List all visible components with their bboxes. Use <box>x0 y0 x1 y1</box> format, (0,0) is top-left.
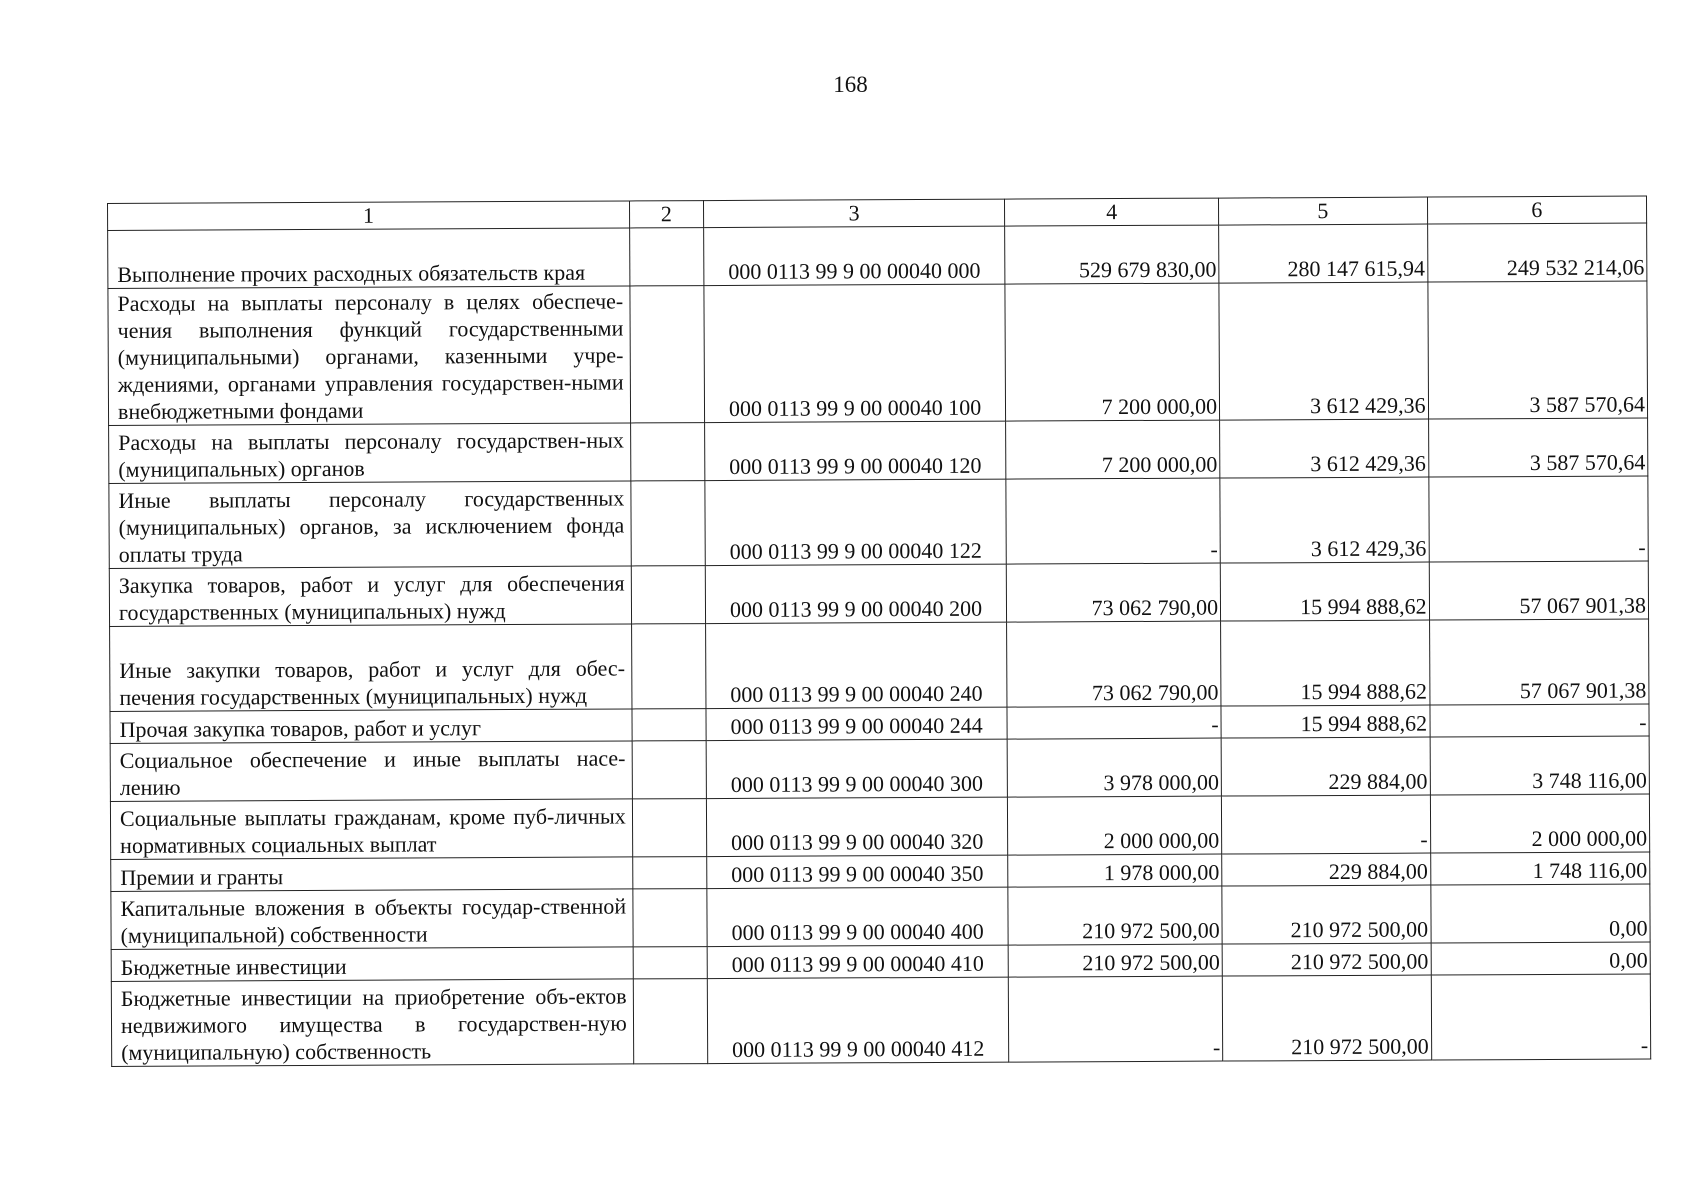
row-code-cell: 000 0113 99 9 00 00040 412 <box>707 977 1009 1063</box>
row-name-cell: Прочая закупка товаров, работ и услуг <box>110 709 632 744</box>
row-value-col5: 229 884,00 <box>1222 853 1431 886</box>
row-code-cell: 000 0113 99 9 00 00040 410 <box>707 945 1008 978</box>
table-row <box>110 736 1649 802</box>
report-table-wrapper <box>107 195 1651 1067</box>
row-code-cell: 000 0113 99 9 00 00040 200 <box>705 564 1007 623</box>
row-value-col6: 3 748 116,00 <box>1430 736 1650 795</box>
row-col2-cell <box>629 228 704 286</box>
row-name-cell: Премии и гранты <box>111 857 633 892</box>
row-code-cell: 000 0113 99 9 00 00040 400 <box>707 887 1009 946</box>
row-value-col6: - <box>1430 704 1650 737</box>
table-row <box>109 476 1648 569</box>
row-value-col4: 1 978 000,00 <box>1008 854 1222 887</box>
row-value-col4: 73 062 790,00 <box>1007 621 1221 707</box>
row-value-col6: 3 587 570,64 <box>1428 418 1648 477</box>
row-value-col4: 3 978 000,00 <box>1007 738 1221 797</box>
row-value-col6: 0,00 <box>1431 942 1651 975</box>
table-row <box>111 884 1650 950</box>
column-header: 5 <box>1219 197 1428 225</box>
row-value-col4: 7 200 000,00 <box>1006 420 1220 479</box>
row-col2-cell <box>633 889 708 947</box>
row-value-col4: 529 679 830,00 <box>1005 225 1219 284</box>
row-col2-cell <box>632 709 706 741</box>
row-value-col5: 3 612 429,36 <box>1220 419 1429 478</box>
table-row <box>108 223 1647 289</box>
row-value-col5: 15 994 888,62 <box>1221 705 1430 738</box>
row-col2-cell <box>633 947 707 979</box>
table-row <box>110 619 1649 712</box>
row-value-col5: 15 994 888,62 <box>1220 562 1429 621</box>
row-value-col6: 57 067 901,38 <box>1429 619 1649 705</box>
row-value-col6: 249 532 214,06 <box>1427 223 1647 282</box>
row-value-col6: - <box>1428 476 1648 562</box>
row-col2-cell <box>631 566 706 624</box>
row-value-col6: 0,00 <box>1430 884 1650 943</box>
row-value-col5: 210 972 500,00 <box>1222 885 1431 944</box>
row-name-cell: Бюджетные инвестиции на приобретение объ-ектов недвижимого имущества в государствен-ную (муниципальную) собственность <box>111 979 633 1067</box>
row-value-col4: - <box>1006 478 1220 564</box>
row-value-col4: - <box>1008 976 1222 1062</box>
row-value-col5: 229 884,00 <box>1221 737 1430 796</box>
row-name-cell: Бюджетные инвестиции <box>111 947 633 982</box>
table-row <box>108 281 1648 426</box>
row-col2-cell <box>632 799 707 857</box>
table-row <box>110 794 1649 860</box>
row-value-col5: 210 972 500,00 <box>1222 943 1431 976</box>
table-row <box>111 974 1650 1067</box>
row-code-cell: 000 0113 99 9 00 00040 000 <box>704 226 1006 285</box>
row-value-col6: 1 748 116,00 <box>1430 852 1650 885</box>
row-value-col5: 210 972 500,00 <box>1222 975 1431 1061</box>
row-code-cell: 000 0113 99 9 00 00040 320 <box>706 797 1008 856</box>
row-value-col6: 3 587 570,64 <box>1427 281 1647 419</box>
row-col2-cell <box>631 481 706 566</box>
row-name-cell: Иные закупки товаров, работ и услуг для обес-печения государственных (муниципальных) нужд <box>110 624 632 712</box>
budget-table <box>107 195 1651 1067</box>
row-value-col6: 57 067 901,38 <box>1429 561 1649 620</box>
row-code-cell: 000 0113 99 9 00 00040 120 <box>705 421 1007 480</box>
row-code-cell: 000 0113 99 9 00 00040 100 <box>704 284 1006 422</box>
row-col2-cell <box>630 286 705 423</box>
row-code-cell: 000 0113 99 9 00 00040 300 <box>706 739 1008 798</box>
row-code-cell: 000 0113 99 9 00 00040 122 <box>705 479 1007 565</box>
column-header: 4 <box>1005 198 1219 226</box>
row-name-cell: Расходы на выплаты персоналу государствен-ных (муниципальных) органов <box>109 423 631 484</box>
row-value-col5: 15 994 888,62 <box>1221 620 1430 706</box>
row-value-col5: 3 612 429,36 <box>1220 477 1429 563</box>
row-code-cell: 000 0113 99 9 00 00040 240 <box>706 622 1008 708</box>
row-col2-cell <box>633 979 708 1064</box>
row-value-col4: 7 200 000,00 <box>1005 283 1220 421</box>
page-number: 168 <box>833 72 868 97</box>
row-name-cell: Закупка товаров, работ и услуг для обеспечения государственных (муниципальных) нужд <box>109 566 631 627</box>
column-header: 3 <box>703 199 1004 227</box>
row-name-cell: Социальные выплаты гражданам, кроме пуб-личных нормативных социальных выплат <box>110 799 632 860</box>
column-header: 6 <box>1427 196 1647 224</box>
row-value-col6: - <box>1431 974 1651 1060</box>
row-value-col6: 2 000 000,00 <box>1430 794 1650 853</box>
row-name-cell: Выполнение прочих расходных обязательств края <box>108 228 630 289</box>
row-value-col4: 2 000 000,00 <box>1008 796 1222 855</box>
row-code-cell: 000 0113 99 9 00 00040 244 <box>706 707 1007 740</box>
row-value-col5: - <box>1222 795 1431 854</box>
row-col2-cell <box>632 857 706 889</box>
row-name-cell: Капитальные вложения в объекты государ-ственной (муниципальной) собственности <box>111 889 633 950</box>
table-row <box>109 561 1648 627</box>
row-col2-cell <box>631 624 706 709</box>
column-header: 2 <box>629 201 703 228</box>
row-value-col4: 73 062 790,00 <box>1006 563 1220 622</box>
row-col2-cell <box>630 423 705 481</box>
row-value-col5: 280 147 615,94 <box>1219 224 1428 283</box>
table-row <box>109 418 1648 484</box>
row-value-col4: - <box>1007 706 1221 739</box>
row-value-col5: 3 612 429,36 <box>1219 282 1428 420</box>
row-value-col4: 210 972 500,00 <box>1008 886 1222 945</box>
row-value-col4: 210 972 500,00 <box>1008 944 1222 977</box>
row-col2-cell <box>632 741 707 799</box>
row-name-cell: Социальное обеспечение и иные выплаты насе-лению <box>110 741 632 802</box>
row-name-cell: Расходы на выплаты персоналу в целях обеспече-чения выполнения функций государственными (муниципальными) органами, казенными учре-ждениями, органами управления государствен-ными внебюджетными фондами <box>108 286 630 426</box>
row-code-cell: 000 0113 99 9 00 00040 350 <box>707 855 1008 888</box>
row-name-cell: Иные выплаты персоналу государственных (муниципальных) органов, за исключением фонда оплаты труда <box>109 481 631 569</box>
column-header: 1 <box>108 201 630 231</box>
